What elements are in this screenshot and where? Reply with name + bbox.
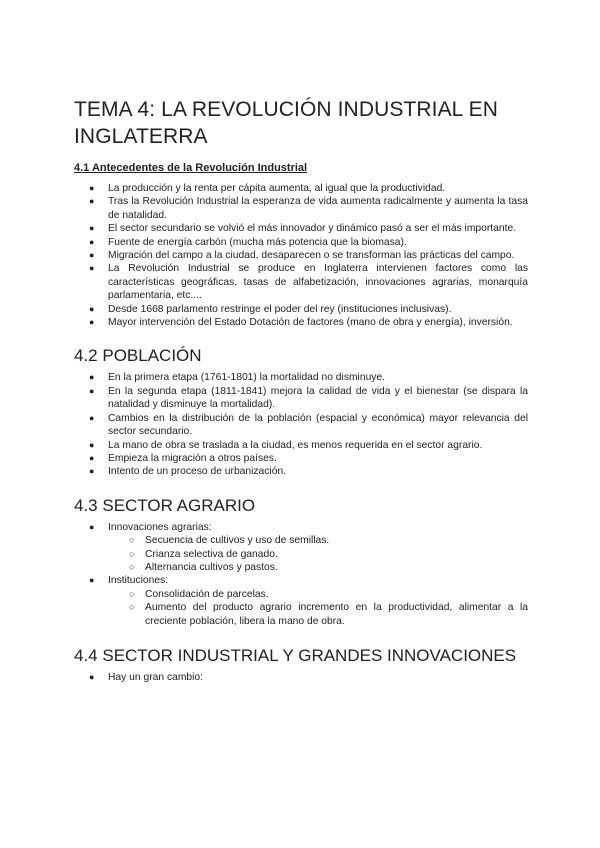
sub-list-item [108, 588, 528, 601]
bullet-icon: ● [89, 196, 95, 207]
list-item-text: La producción y la renta per cápita aumenta, al igual que la productividad. [108, 183, 446, 194]
list-item [74, 412, 528, 439]
bullet-icon: ● [89, 412, 95, 423]
section-antecedentes [74, 161, 528, 329]
list-item-text: En la segunda etapa (1811-1841) mejora la calidad de vida y el bienestar (se dispara la natalidad y disminuye la mortalidad). [108, 385, 528, 411]
circle-bullet-icon: ○ [129, 535, 135, 546]
bullet-icon: ● [89, 183, 95, 193]
page-title: TEMA 4: LA REVOLUCIÓN INDUSTRIAL EN INGLATERRA [74, 98, 498, 148]
bullet-list [74, 671, 528, 684]
list-item-text: Tras la Revolución Industrial la esperanza de vida aumenta radicalmente y aumenta la tasa de natalidad. [108, 196, 528, 221]
list-item [74, 371, 528, 384]
list-item-text: Fuente de energía carbón (mucha más potencia que la biomasa). [108, 236, 407, 248]
bullet-list [74, 521, 528, 628]
bullet-icon: ● [89, 521, 95, 532]
list-item-text: Cambios en la distribución de la población (espacial y económica) mayor relevancia del sector secundario. [108, 412, 528, 438]
sub-list-item-text: Consolidación de parcelas. [145, 588, 269, 600]
bullet-icon: ● [89, 303, 95, 314]
sub-bullet-list [108, 588, 528, 628]
sub-bullet-list [108, 534, 528, 574]
section-heading: 4.1 Antecedentes de la Revolución Industrial [74, 162, 308, 174]
bullet-icon: ● [89, 671, 95, 682]
list-item [74, 574, 528, 628]
circle-bullet-icon: ○ [129, 588, 135, 599]
circle-bullet-icon: ○ [129, 548, 135, 559]
bullet-icon: ● [89, 236, 95, 247]
list-item [74, 521, 528, 575]
list-item [74, 249, 528, 262]
bullet-icon: ● [89, 575, 95, 586]
section-heading: 4.3 SECTOR AGRARIO [74, 495, 256, 515]
bullet-icon: ● [89, 250, 95, 261]
list-item [74, 222, 528, 235]
sub-list-item-text: Alternancia cultivos y pastos. [145, 561, 278, 573]
section-heading: 4.2 POBLACIÓN [74, 346, 202, 366]
list-item-text: Instituciones: [108, 575, 169, 587]
list-item-text: Mayor intervención del Estado Dotación de factores (mano de obra y energía), inversión. [108, 317, 513, 329]
section-heading: 4.4 SECTOR INDUSTRIAL Y GRANDES INNOVACIONES [74, 645, 517, 665]
bullet-icon: ● [89, 317, 95, 328]
bullet-icon: ● [89, 385, 95, 396]
list-item-text: La mano de obra se traslada a la ciudad, es menos requerida en el sector agrario. [108, 439, 483, 451]
bullet-icon: ● [89, 466, 95, 477]
bullet-list [74, 371, 528, 478]
list-item-text: Intento de un proceso de urbanización. [108, 466, 287, 478]
list-item [74, 182, 528, 195]
list-item [74, 303, 528, 316]
bullet-icon: ● [89, 372, 95, 383]
sub-list-item [108, 534, 528, 547]
sub-list-item-text: Crianza selectiva de ganado. [145, 548, 278, 560]
section-poblacion [74, 345, 528, 478]
bullet-icon: ● [89, 452, 95, 463]
section-sector-agrario [74, 495, 528, 628]
list-item [74, 465, 528, 478]
list-item-text: El sector secundario se volvió el más innovador y dinámico pasó a ser el más importante. [108, 223, 517, 235]
list-item [74, 236, 528, 249]
sub-list-item [108, 601, 528, 628]
list-item-text: La Revolución Industrial se produce en Inglaterra intervienen factores como las características geográficas, tasas de alfabetización, innovaciones agrarias, monarquía parlamentaria, etc.... [108, 263, 528, 302]
sub-list-item-text: Secuencia de cultivos y uso de semillas. [145, 535, 330, 547]
list-item [74, 262, 528, 302]
sub-list-item [108, 548, 528, 561]
list-item-text: Desde 1668 parlamento restringe el poder del rey (instituciones inclusivas). [108, 303, 452, 315]
list-item-text: Innovaciones agrarias: [108, 521, 212, 533]
list-item-text: En la primera etapa (1761-1801) la mortalidad no disminuye. [108, 372, 386, 384]
list-item-text: Empieza la migración a otros países. [108, 452, 277, 464]
circle-bullet-icon: ○ [129, 561, 135, 572]
document-page [74, 96, 528, 684]
bullet-icon: ● [89, 223, 95, 234]
list-item [74, 439, 528, 452]
list-item-text: Hay un gran cambio: [108, 671, 204, 683]
bullet-list [74, 182, 528, 329]
bullet-icon: ● [89, 439, 95, 450]
list-item-text: Migración del campo a la ciudad, desaparecen o se transforman las prácticas del campo. [108, 250, 515, 262]
list-item [74, 452, 528, 465]
circle-bullet-icon: ○ [129, 602, 135, 613]
sub-list-item-text: Aumento del producto agrario incremento en la productividad, alimentar a la creciente población, libera la mano de obra. [145, 602, 528, 627]
bullet-icon: ● [89, 263, 95, 274]
list-item [74, 671, 528, 684]
list-item [74, 385, 528, 412]
list-item [74, 316, 528, 329]
sub-list-item [108, 561, 528, 574]
section-sector-industrial [74, 645, 528, 684]
list-item [74, 195, 528, 222]
